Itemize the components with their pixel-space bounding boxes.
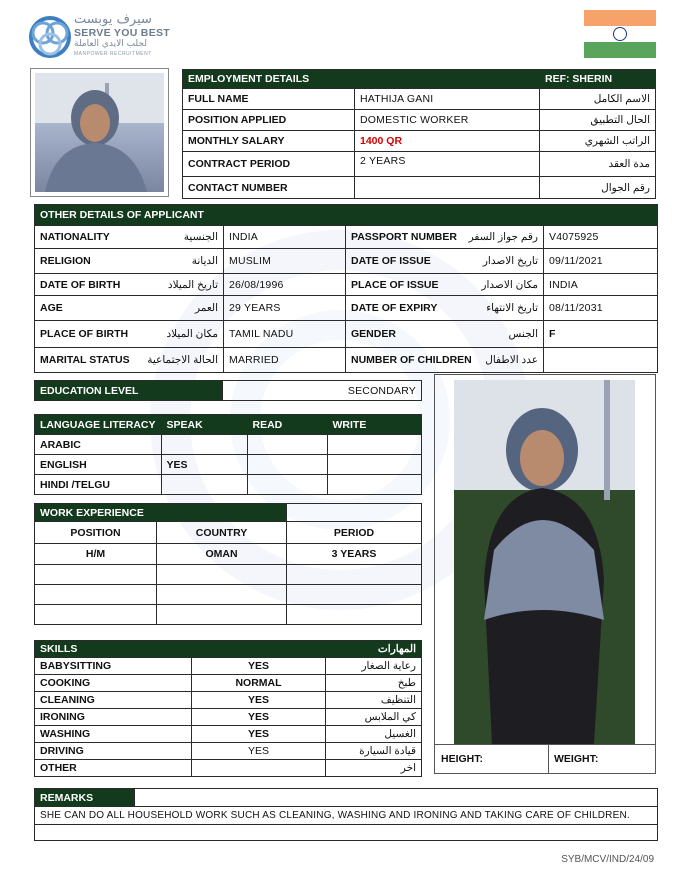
- write-header: WRITE: [327, 415, 422, 435]
- language-read: [247, 475, 327, 495]
- skill-row: [35, 726, 422, 743]
- other-details-row: [35, 226, 658, 249]
- education-level-value: SECONDARY: [223, 381, 422, 401]
- skill-row: [35, 658, 422, 675]
- nationality-value: INDIA: [224, 226, 346, 249]
- applicant-photo-small: [30, 68, 169, 197]
- other-details-header: OTHER DETAILS OF APPLICANT: [35, 205, 346, 226]
- language-name: ENGLISH: [35, 455, 162, 475]
- religion-value: MUSLIM: [224, 249, 346, 274]
- language-literacy-table: [34, 414, 422, 495]
- logo-arabic-sub: لجلب الايدي العاملة: [74, 39, 147, 49]
- age-arabic-label: العمر: [194, 302, 218, 314]
- marital-status-label: MARITAL STATUS: [40, 354, 130, 366]
- place-of-issue-value: INDIA: [544, 274, 658, 296]
- employment-row: [183, 177, 656, 199]
- date-of-issue-value: 09/11/2021: [544, 249, 658, 274]
- gender-arabic-label: الجنس: [508, 328, 538, 340]
- skill-value: YES: [192, 658, 326, 675]
- position-applied-arabic-label: الحال التطبيق: [540, 110, 656, 131]
- language-name: HINDI /TELGU: [35, 475, 162, 495]
- work-position: [35, 605, 157, 625]
- number-of-children-value: [544, 348, 658, 373]
- skill-arabic-name: قيادة السيارة: [326, 743, 422, 760]
- date-of-expiry-arabic-label: تاريخ الانتهاء: [486, 302, 538, 314]
- skill-arabic-name: كي الملابس: [326, 709, 422, 726]
- date-of-issue-label: DATE OF ISSUE: [351, 255, 431, 267]
- passport-number-arabic-label: رقم جواز السفر: [468, 231, 538, 243]
- language-read: [247, 455, 327, 475]
- skill-row: [35, 709, 422, 726]
- work-country: [157, 565, 287, 585]
- language-speak: YES: [161, 455, 247, 475]
- work-period: [287, 565, 422, 585]
- skill-name: DRIVING: [35, 743, 192, 760]
- work-experience-table: [34, 503, 422, 625]
- logo-arabic-name: سيرف يوبست: [74, 12, 152, 27]
- language-speak: [161, 475, 247, 495]
- place-of-birth-arabic-label: مكان الميلاد: [166, 328, 218, 340]
- place-of-birth-value: TAMIL NADU: [224, 321, 346, 348]
- contract-period-value: 2 YEARS: [355, 152, 540, 177]
- language-speak: [161, 435, 247, 455]
- employment-row: [183, 89, 656, 110]
- contract-period-label: CONTRACT PERIOD: [183, 152, 355, 177]
- applicant-full-body-icon: [454, 380, 635, 744]
- work-position: H/M: [35, 544, 157, 565]
- remarks-table: [34, 788, 658, 841]
- work-row: [35, 544, 422, 565]
- other-details-header-blank: [346, 205, 658, 226]
- work-country: OMAN: [157, 544, 287, 565]
- work-country: [157, 585, 287, 605]
- full-name-label: FULL NAME: [183, 89, 355, 110]
- work-position: [35, 565, 157, 585]
- education-level-label: EDUCATION LEVEL: [35, 381, 223, 401]
- other-details-table: [34, 204, 658, 373]
- work-row: [35, 585, 422, 605]
- document-code: SYB/MCV/IND/24/09: [561, 854, 654, 865]
- applicant-photo-panel: [434, 374, 656, 774]
- passport-number-value: V4075925: [544, 226, 658, 249]
- number-of-children-arabic-label: عدد الاطفال: [485, 354, 538, 366]
- date-of-birth-arabic-label: تاريخ الميلاد: [167, 278, 218, 291]
- read-header: READ: [247, 415, 327, 435]
- full-name-value: HATHIJA GANI: [355, 89, 540, 110]
- gender-value: F: [544, 321, 658, 348]
- skill-name: BABYSITTING: [35, 658, 192, 675]
- marital-status-arabic-label: الحالة الاجتماعية: [147, 354, 218, 366]
- skill-name: IRONING: [35, 709, 192, 726]
- date-of-issue-arabic-label: تاريخ الاصدار: [482, 255, 538, 267]
- religion-label: RELIGION: [40, 255, 91, 267]
- skill-value: YES: [192, 692, 326, 709]
- contract-period-arabic-label: مدة العقد: [540, 152, 656, 177]
- work-period: [287, 605, 422, 625]
- logo-name: SERVE YOU BEST: [74, 27, 171, 39]
- skills-table: [34, 640, 422, 777]
- india-flag-icon: [584, 10, 656, 58]
- age-value: 29 YEARS: [224, 296, 346, 321]
- logo-sub: MANPOWER RECRUITMENT: [74, 51, 152, 57]
- date-of-birth-label: DATE OF BIRTH: [40, 278, 121, 291]
- date-of-birth-value: 26/08/1996: [224, 274, 346, 296]
- remarks-text: SHE CAN DO ALL HOUSEHOLD WORK SUCH AS CLEANING, WASHING AND IRONING AND TAKING CARE OF CHILDREN.: [35, 807, 658, 825]
- language-write: [327, 475, 422, 495]
- contact-number-value: [355, 177, 540, 199]
- language-name: ARABIC: [35, 435, 162, 455]
- other-details-row: [35, 296, 658, 321]
- skill-arabic-name: التنظيف: [326, 692, 422, 709]
- skill-value: NORMAL: [192, 675, 326, 692]
- applicant-portrait-icon: [35, 73, 164, 192]
- place-of-birth-label: PLACE OF BIRTH: [40, 328, 129, 340]
- skill-name: OTHER: [35, 760, 192, 777]
- skill-row: [35, 675, 422, 692]
- period-column-header: PERIOD: [287, 522, 422, 544]
- other-details-row: [35, 348, 658, 373]
- skill-name: WASHING: [35, 726, 192, 743]
- place-of-issue-arabic-label: مكان الاصدار: [481, 278, 538, 291]
- skill-row: [35, 760, 422, 777]
- monthly-salary-arabic-label: الراتب الشهري: [540, 131, 656, 152]
- number-of-children-label: NUMBER OF CHILDREN: [351, 354, 472, 366]
- date-of-expiry-label: DATE OF EXPIRY: [351, 302, 438, 314]
- remarks-header: REMARKS: [35, 789, 135, 807]
- skills-arabic-header: المهارات: [326, 641, 422, 658]
- work-country: [157, 605, 287, 625]
- skill-value: YES: [192, 743, 326, 760]
- other-details-row: [35, 321, 658, 348]
- skill-name: COOKING: [35, 675, 192, 692]
- applicant-photo-full: [454, 380, 635, 744]
- company-logo: [28, 12, 178, 62]
- education-table: [34, 380, 422, 401]
- work-period: 3 YEARS: [287, 544, 422, 565]
- nationality-label: NATIONALITY: [40, 231, 110, 243]
- other-details-row: [35, 249, 658, 274]
- language-row: [35, 435, 422, 455]
- country-column-header: COUNTRY: [157, 522, 287, 544]
- skill-arabic-name: الغسيل: [326, 726, 422, 743]
- gender-label: GENDER: [351, 328, 396, 340]
- position-applied-label: POSITION APPLIED: [183, 110, 355, 131]
- employment-details-table: [182, 69, 656, 199]
- skill-row: [35, 743, 422, 760]
- contact-number-arabic-label: رقم الجوال: [540, 177, 656, 199]
- work-position: [35, 585, 157, 605]
- nationality-arabic-label: الجنسية: [183, 231, 218, 243]
- employment-details-header: EMPLOYMENT DETAILS: [183, 70, 540, 89]
- skill-value: [192, 760, 326, 777]
- age-label: AGE: [40, 302, 63, 314]
- full-name-arabic-label: الاسم الكامل: [540, 89, 656, 110]
- work-period: [287, 585, 422, 605]
- employment-row: [183, 110, 656, 131]
- skill-arabic-name: طبخ: [326, 675, 422, 692]
- work-row: [35, 565, 422, 585]
- other-details-row: [35, 274, 658, 296]
- position-column-header: POSITION: [35, 522, 157, 544]
- religion-arabic-label: الديانة: [191, 255, 218, 267]
- language-read: [247, 435, 327, 455]
- position-applied-value: DOMESTIC WORKER: [355, 110, 540, 131]
- language-row: [35, 475, 422, 495]
- reference-label: REF: SHERIN: [540, 70, 656, 89]
- measurements-row: [435, 744, 655, 774]
- language-write: [327, 435, 422, 455]
- place-of-issue-label: PLACE OF ISSUE: [351, 278, 439, 291]
- skill-arabic-name: رعاية الصغار: [326, 658, 422, 675]
- employment-row: [183, 131, 656, 152]
- weight-label: WEIGHT:: [554, 753, 599, 765]
- language-row: [35, 455, 422, 475]
- passport-number-label: PASSPORT NUMBER: [351, 231, 457, 243]
- language-write: [327, 455, 422, 475]
- skill-value: YES: [192, 709, 326, 726]
- height-label: HEIGHT:: [441, 753, 483, 765]
- skill-value: YES: [192, 726, 326, 743]
- skill-arabic-name: اخر: [326, 760, 422, 777]
- logo-emblem-icon: [28, 14, 72, 60]
- monthly-salary-value: 1400 QR: [355, 131, 540, 152]
- contact-number-label: CONTACT NUMBER: [183, 177, 355, 199]
- marital-status-value: MARRIED: [224, 348, 346, 373]
- work-row: [35, 605, 422, 625]
- date-of-expiry-value: 08/11/2031: [544, 296, 658, 321]
- speak-header: SPEAK: [161, 415, 247, 435]
- employment-row: [183, 152, 656, 177]
- language-literacy-header: LANGUAGE LITERACY: [35, 415, 162, 435]
- skill-row: [35, 692, 422, 709]
- work-experience-header: WORK EXPERIENCE: [35, 504, 287, 522]
- skills-header: SKILLS: [35, 641, 326, 658]
- skill-name: CLEANING: [35, 692, 192, 709]
- monthly-salary-label: MONTHLY SALARY: [183, 131, 355, 152]
